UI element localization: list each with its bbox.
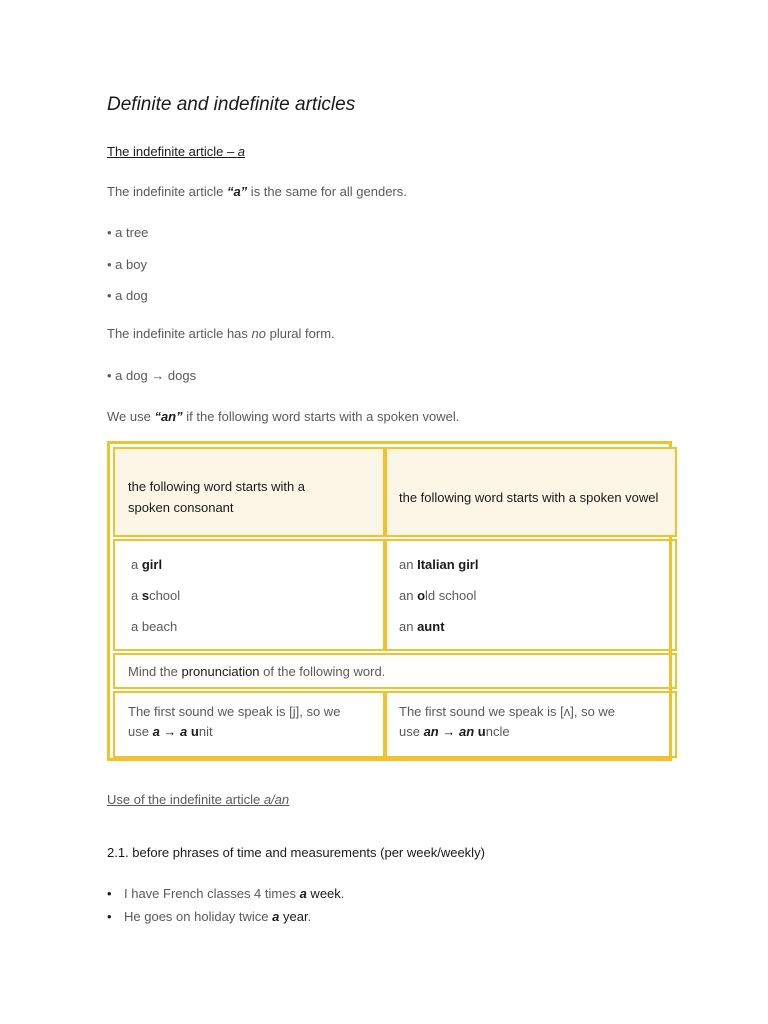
bullet-pre: I have French classes 4 times [124, 886, 300, 901]
word-rest: chool [149, 588, 181, 603]
an-quoted: “an” [154, 409, 183, 424]
rule-article: an [458, 724, 475, 739]
example-item: • a tree [107, 225, 149, 240]
use-heading [107, 792, 289, 807]
article: an [399, 588, 418, 603]
rule-use: use [399, 724, 424, 739]
bullet-icon: • [107, 909, 112, 924]
example-word: girl [141, 557, 163, 572]
example-word: Italian girl [417, 557, 479, 572]
table-mind-row [113, 653, 677, 689]
intro-pre: The indefinite article [107, 184, 227, 199]
header-left-line1: the following word starts with a [128, 479, 306, 494]
first-letter: s [141, 588, 150, 603]
an-post: if the following word starts with a spoken vowel. [182, 409, 460, 424]
bullet-post: . [307, 909, 312, 924]
bullet-key: year [279, 909, 308, 924]
example-word: beach [141, 619, 178, 634]
heading-em: a [237, 144, 246, 159]
bullet-item [124, 886, 344, 901]
arrow: → [438, 724, 459, 739]
word-rest: ncle [485, 724, 510, 739]
intro-quoted: “a” [226, 184, 248, 199]
intro-post: is the same for all genders. [247, 184, 407, 199]
bullet-em: a [272, 909, 280, 924]
example-a-school [131, 586, 180, 606]
bullet-key: week [306, 886, 341, 901]
example-an-old-school [399, 586, 476, 606]
word-rest: ld school [425, 588, 477, 603]
table-cell-vowel-examples [385, 539, 677, 651]
arrow: → [159, 724, 181, 739]
plural-note [107, 326, 335, 341]
table-cell-uncle-rule [385, 691, 677, 758]
first-letter: o [417, 588, 426, 603]
example-an-aunt [399, 617, 445, 637]
rule-use: use [128, 724, 153, 739]
rule-article: a [180, 724, 188, 739]
first-letter: u [474, 724, 486, 739]
article: an [399, 619, 418, 634]
plural-em: no [251, 326, 266, 341]
example-word: aunt [417, 619, 445, 634]
example-item: • a dog [107, 288, 148, 303]
mind-key: pronunciation [181, 664, 260, 679]
header-right: the following word starts with a spoken vowel [399, 490, 659, 505]
use-heading-text: Use of the indefinite article [107, 792, 264, 807]
heading-text: The indefinite article – [107, 144, 238, 159]
mind-pre: Mind the [128, 664, 182, 679]
first-letter: u [187, 724, 199, 739]
example-an-italian-girl [399, 555, 478, 575]
table-cell-unit-rule [113, 691, 385, 758]
plural-pre: The indefinite article has [107, 326, 252, 341]
bullet-icon: • [107, 886, 112, 901]
use-heading-em: a/an [263, 792, 290, 807]
article: a [131, 588, 142, 603]
header-left-line2: spoken consonant [128, 500, 234, 515]
word-rest: nit [198, 724, 213, 739]
page-title: Definite and indefinite articles [107, 94, 356, 115]
rule-line1: The first sound we speak is [ʌ], so we [399, 704, 616, 719]
rule-line1: The first sound we speak is [j], so we [128, 704, 341, 719]
an-pre: We use [107, 409, 155, 424]
example-a-girl [131, 555, 162, 575]
articles-table [107, 441, 672, 761]
bullet-post: . [340, 886, 345, 901]
article: a [131, 619, 142, 634]
table-header-vowel [385, 447, 677, 537]
bullet-item [124, 909, 311, 924]
plural-example: • a dog → dogs [107, 368, 197, 383]
intro-paragraph [107, 184, 407, 199]
plural-post: plural form. [266, 326, 335, 341]
section-heading-indefinite [107, 144, 245, 159]
mind-text [128, 662, 385, 682]
article: an [399, 557, 418, 572]
sub-heading: 2.1. before phrases of time and measurements (per week/weekly) [107, 845, 485, 860]
mind-post: of the following word. [259, 664, 386, 679]
rule-line2 [399, 722, 510, 742]
example-a-beach [131, 617, 177, 637]
table-header-consonant [113, 447, 385, 537]
example-item: • a boy [107, 257, 147, 272]
article: a [131, 557, 142, 572]
rule-article: an [423, 724, 439, 739]
an-note [107, 409, 459, 424]
table-cell-consonant-examples [113, 539, 385, 651]
rule-line2 [128, 722, 213, 742]
bullet-pre: He goes on holiday twice [124, 909, 273, 924]
bullet-em: a [299, 886, 307, 901]
rule-article: a [152, 724, 160, 739]
